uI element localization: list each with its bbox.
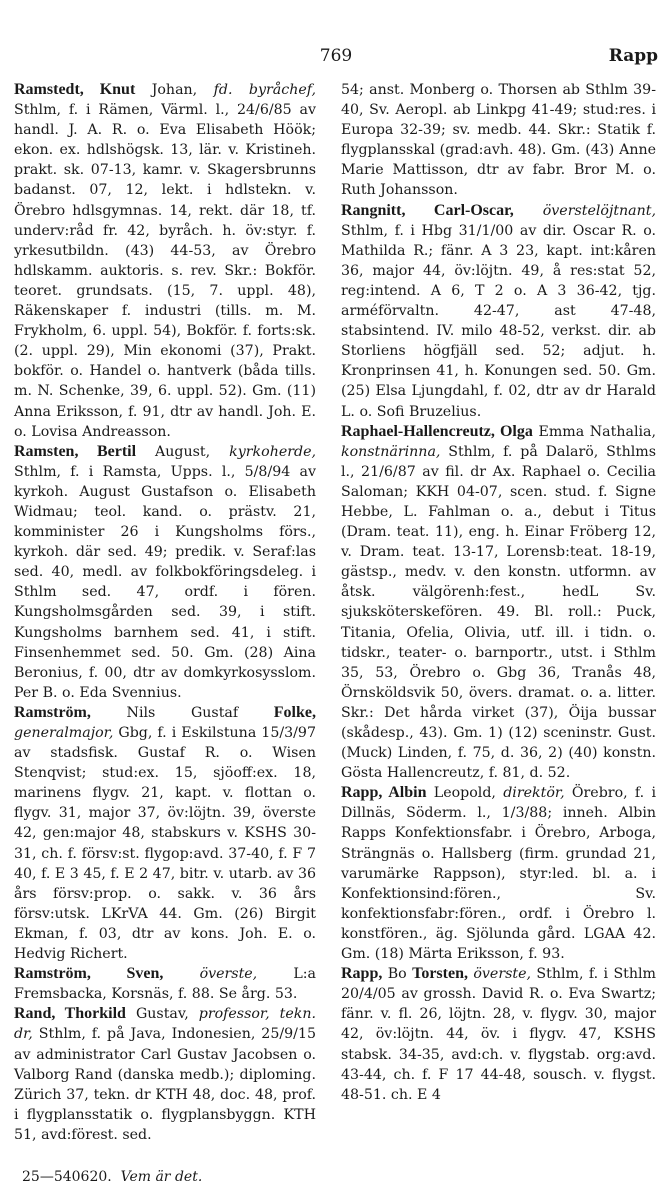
printer-footer [14,1167,316,1187]
entry-body: Sthlm, f. i Ramsta, Upps. l., 5/8/94 av kyrkoh. August Gustafson o. Elisabeth Widmau; teol. kand. o. prästv. 21, komminister 26 i Kungsholms förs., kyrkoh. där sed. 49; predik. v. Seraf:las sed. 40, medl. av folkbokföringsdeleg. i Sthlm sed. 47, ordf. i fören. Kungsholmsgården sed. 39, i stift. Kungsholms barnhem sed. 41, i stift. Finsenhemmet sed. 50. Gm. (28) Aina Beronius, f. 00, dtr av domkyrkosysslom. Per B. o. Eda Svennius. [14,463,316,701]
entry-continuation [341,80,656,201]
entry-body: Sthlm, f. i Sthlm 20/4/05 av grossh. David R. o. Eva Swartz; fänr. v. fl. 26, löjtn. 28, v. flygv. 30, major 42, öv:löjtn. 44, öv. i flygv. 47, KSHS stabsk. 34-35, avd:ch. v. flygstab. org:avd. 43-44, ch. f. F 17 44-48, sousch. v. flygst. 48-51. ch. E 4 [341,966,656,1103]
entry-headword: Ramström, Sven, [14,965,164,983]
entry-ramstrom-folke [14,703,316,964]
entry-ramstedt-knut [14,80,316,442]
running-head: Rapp [608,46,658,66]
entry-given-names: Nils Gustaf [90,704,274,721]
footer-code: 25—540620. [22,1168,112,1185]
entry-given-names: Johan, [135,82,214,98]
entry-title: överste, [467,966,532,983]
page-header [0,46,672,68]
entry-body: 54; anst. Monberg o. Thorsen ab Sthlm 39-40, Sv. Aeropl. ab Linkpg 41-49; stud:res. i Europa 32-39; sv. medb. 44. Skr.: Statik f. flygplansskal (grad:avh. 48). Gm. (43) Anne Marie Mattisson, dtr av fabr. Bror M. o. Ruth Johansson. [341,82,656,199]
entry-given-names: Bo [382,966,413,983]
entry-ramstrom-sven [14,964,316,1004]
entry-headword: Ramström, [14,703,91,721]
entry-given-names: Leopold, [426,785,504,802]
entry-given-names [163,966,199,982]
entry-headword: Rangnitt, Carl-Oscar, [341,201,514,219]
entry-headword-secondary: Torsten, [412,965,468,983]
entry-body: Sthlm, f. på Dalarö, Sthlms l., 21/6/87 av fil. dr Ax. Raphael o. Cecilia Saloman; KKH 04-07, scen. stud. f. Signe Hebbe, L. Fahlman o. a., debut i Titus (Dram. teat. 11), eng. h. Einar Fröberg 12, v. Dram. teat. 13-17, Lorensb:teat. 18-19, gästsp., medv. v. den konstn. utformn. av åtsk. välgörenh:fest., hedL Sv. sjuksköterskefören. 49. Bl. roll.: Puck, Titania, Ofelia, Olivia, utf. ill. i tidn. o. tidskr., teater- o. barnportr., utst. i Sthlm 35, 53, Örebro o. Gbg 36, Tranås 48, Örnsköldsvik 50, övers. dramat. o. a. litter. Skr.: Det hårda virket (37), Öija bussar (skådesp., 43). Gm. 1) (12) sceninstr. Gust. (Muck) Linden, f. 75, d. 36, 2) (40) konstn. Gösta Hallencreutz, f. 81, d. 52. [341,443,656,782]
entry-title: överste, [199,966,258,983]
entry-given-names: August, [136,443,230,460]
entry-headword: Raphael-Hallencreutz, Olga [341,422,533,440]
entry-given-names: Gustav, [125,1006,199,1023]
entry-rapp-albin [341,783,656,964]
entry-given-names: Emma Nathalia, [532,423,656,440]
entry-body: Örebro, f. i Dillnäs, Söderm. l., 1/3/88; inneh. Albin Rapps Konfektionsfabr. i Örebro, Arboga, Strängnäs o. Hallsberg (firm. grundad 21, varumärke Rappson), styr:led. bl. a. i Konfektionsind:fören., Sv. konfektionsfabr:fören., ordf. i Örebro l. konstfören., äg. Sjölunda gård. LGAA 42. Gm. (18) Märta Eriksson, f. 93. [341,785,656,963]
entry-title: kyrkoherde, [229,443,316,460]
entry-title: generalmajor, [14,725,114,741]
entry-headword: Ramstedt, Knut [14,81,136,98]
entry-given-names [514,203,543,219]
entry-body: L:a Fremsbacka, Korsnäs, f. 88. Se årg. 53. [14,966,316,1003]
entry-headword: Rapp, [341,965,383,983]
right-column [341,80,656,1105]
left-column [14,80,316,1187]
entry-title: fd. byråchef, [213,82,316,98]
entry-headword: Ramsten, Bertil [14,442,137,460]
entry-rangnitt-carl-oscar [341,201,656,422]
entry-title: överstelöjtnant, [542,202,656,219]
entry-headword: Rand, Thorkild [14,1005,126,1023]
entry-title: konstnärinna, [341,443,441,460]
entry-title: professor, tekn. dr, [14,1006,316,1043]
entry-body: Sthlm, f. på Java, Indonesien, 25/9/15 av administrator Carl Gustav Jacobsen o. Valborg Rand (danska medb.); diploming. Zürich 37, tekn. dr KTH 48, doc. 48, prof. i flygplansstatik o. flygplansbyggn. KTH 51, avd:förest. sed. [14,1026,316,1143]
entry-ramsten-bertil [14,442,316,703]
footer-book-title: Vem är det. [120,1168,203,1185]
page-number: 769 [319,46,353,66]
entry-rand-thorkild [14,1004,316,1145]
entry-body: Sthlm, f. i Hbg 31/1/00 av dir. Oscar R. o. Mathilda R.; fänr. A 3 23, kapt. int:kåren 36, major 44, öv:löjtn. 49, å res:stat 52, reg:intend. A 6, T 2 o. A 3 36-42, tjg. arméförvaltn. 42-47, ast 47-48, stabsintend. IV. milo 48-52, verkst. dir. ab Storliens högfjäll sed. 52; adjut. h. Kronprinsen 41, h. Konungen sed. 50. Gm. (25) Elsa Ljungdahl, f. 02, dtr av dr Harald L. o. Sofi Bruzelius. [341,222,656,420]
entry-body: Sthlm, f. i Rämen, Värml. l., 24/6/85 av handl. J. A. R. o. Eva Elisabeth Höök; ekon. ex. hdlshögsk. 13, lär. v. Kristineh. prakt. sk. 07-13, kamr. v. Skagersbrunns badanst. 07, 12, lekt. i hdlstekn. v. Örebro hdlsgymnas. 14, rekt. där 18, tf. underv:råd fr. 42, byråch. h. öv:styr. f. yrkesutbildn. (43) 44-53, av Örebro hdlskamm. auktoris. s. rev. Skr.: Bokför. teoret. grundsats. (15, 7. uppl. 48), Räkenskaper f. industri (tills. m. M. Frykholm, 6. uppl. 54), Bokför. f. forts:sk. (2. uppl. 29), Min ekonomi (37), Prakt. bokför. o. Handel o. hantverk (båda tills. m. N. Schenke, 39, 6. uppl. 52). Gm. (11) Anna Eriksson, f. 91, dtr av handl. Joh. E. o. Lovisa Andreasson. [14,102,316,440]
entry-headword: Rapp, Albin [341,784,427,802]
entry-headword-secondary: Folke, [273,703,316,721]
entry-body: Gbg, f. i Eskilstuna 15/3/97 av stadsfisk. Gustaf R. o. Wisen Stenqvist; stud:ex. 15, sjöoff:ex. 18, marinens flygv. 21, kapt. v. flottan o. flygv. 31, major 37, öv:löjtn. 39, överste 42, gen:major 48, stabskurs v. KSHS 30-31, ch. f. försv:st. flygop:avd. 37-40, f. F 7 40, f. E 3 45, f. E 2 47, bitr. v. utarb. av 36 års försv:prop. o. sakk. v. 36 års försv:utsk. LKrVA 44. Gm. (26) Birgit Ekman, f. 03, dtr av kons. Joh. E. o. Hedvig Richert. [14,725,316,963]
entry-title: direktör, [503,785,565,802]
entry-raphael-hallencreutz-olga [341,422,656,784]
entry-rapp-torsten [341,964,656,1105]
